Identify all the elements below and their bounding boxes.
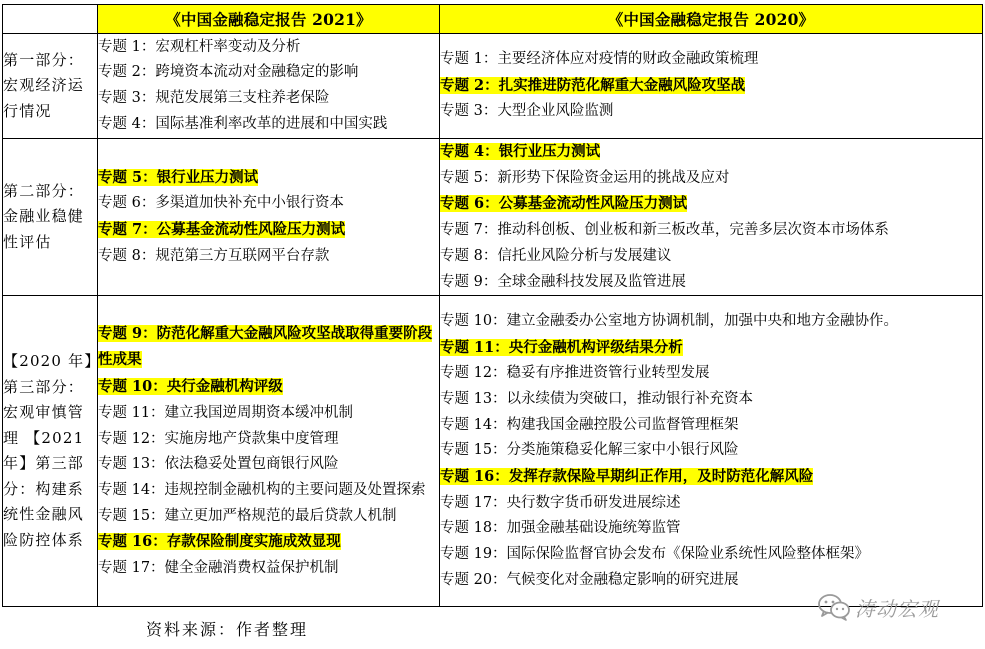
topic-item xyxy=(440,73,982,100)
topic-item xyxy=(98,529,439,556)
topic-item xyxy=(98,556,439,582)
header-2020: 《中国金融稳定报告 2020》 xyxy=(440,5,983,34)
topic-item xyxy=(440,542,982,568)
topic-text: 专题 13：以永续债为突破口，推动银行补充资本 xyxy=(440,390,754,407)
topic-text: 专题 12：稳妥有序推进资管行业转型发展 xyxy=(440,365,710,382)
topic-item xyxy=(98,165,439,192)
topic-item xyxy=(440,47,982,73)
row-part-2 xyxy=(3,139,983,296)
topic-text: 专题 14：违规控制金融机构的主要问题及处置探索 xyxy=(98,481,426,498)
topic-item xyxy=(440,361,982,387)
topic-text: 专题 18：加强金融基础设施统筹监管 xyxy=(440,520,681,537)
topic-item xyxy=(98,504,439,530)
section-label: 第一部分：宏观经济运行情况 xyxy=(3,34,98,139)
topic-item xyxy=(440,335,982,362)
topic-text: 专题 19：国际保险监督官协会发布《保险业系统性风险整体框架》 xyxy=(440,546,870,563)
source-note: 资料来源：作者整理 xyxy=(146,620,309,639)
topic-text: 专题 12：实施房地产贷款集中度管理 xyxy=(98,430,339,447)
topic-text: 专题 8：规范第三方互联网平台存款 xyxy=(98,247,330,264)
topic-text-highlighted: 专题 16：存款保险制度实施成效显现 xyxy=(98,533,341,551)
wechat-icon xyxy=(817,592,851,622)
row-part-3 xyxy=(3,296,983,607)
topic-item xyxy=(440,191,982,218)
topic-text-highlighted: 专题 6：公募基金流动性风险压力测试 xyxy=(440,195,688,213)
header-blank-cell xyxy=(3,5,98,34)
topic-text: 专题 1：主要经济体应对疫情的财政金融政策梳理 xyxy=(440,50,759,67)
section-label: 第二部分：金融业稳健性评估 xyxy=(3,139,98,296)
topic-text: 专题 11：建立我国逆周期资本缓冲机制 xyxy=(98,404,354,421)
row-part-1 xyxy=(3,34,983,139)
topic-item xyxy=(98,321,439,374)
topic-item xyxy=(440,309,982,335)
topic-item xyxy=(440,491,982,517)
topic-item xyxy=(98,244,439,270)
topic-text: 专题 2：跨境资本流动对金融稳定的影响 xyxy=(98,64,359,81)
topic-text: 专题 13：依法稳妥处置包商银行风险 xyxy=(98,456,339,473)
topic-item xyxy=(98,112,439,138)
topic-item xyxy=(440,413,982,439)
topic-text: 专题 15：分类施策稳妥化解三家中小银行风险 xyxy=(440,442,739,459)
watermark-text: 涛动宏观 xyxy=(855,596,939,621)
topics-2021-cell xyxy=(98,139,440,296)
topic-text: 专题 14：构建我国金融控股公司监督管理框架 xyxy=(440,416,739,433)
topic-text-highlighted: 专题 7：公募基金流动性风险压力测试 xyxy=(98,221,346,239)
topic-item xyxy=(98,191,439,217)
header-row xyxy=(3,5,983,34)
topic-item xyxy=(440,387,982,413)
topic-item xyxy=(440,244,982,270)
topic-item xyxy=(98,401,439,427)
topic-item xyxy=(98,374,439,401)
topic-item xyxy=(98,452,439,478)
topic-text: 专题 20：气候变化对金融稳定影响的研究进展 xyxy=(440,571,739,588)
topic-item xyxy=(98,60,439,86)
topic-text-highlighted: 专题 10：央行金融机构评级 xyxy=(98,378,283,396)
topic-text-highlighted: 专题 5：银行业压力测试 xyxy=(98,168,259,186)
comparison-table xyxy=(2,4,983,607)
topic-text: 专题 3：规范发展第三支柱养老保险 xyxy=(98,90,330,106)
topic-item xyxy=(440,464,982,491)
topic-item xyxy=(98,86,439,112)
topic-text: 专题 5：新形势下保险资金运用的挑战及应对 xyxy=(440,169,730,186)
topic-text: 专题 7：推动科创板、创业板和新三板改革，完善多层次资本市场体系 xyxy=(440,222,889,239)
topic-text: 专题 9：全球金融科技发展及监管进展 xyxy=(440,273,686,290)
topic-text-highlighted: 专题 4：银行业压力测试 xyxy=(440,143,601,160)
topics-2021-cell xyxy=(98,34,440,139)
topic-item xyxy=(440,438,982,464)
watermark xyxy=(817,592,939,622)
topic-text-highlighted: 专题 9：防范化解重大金融风险攻坚战取得重要阶段性成果 xyxy=(98,324,433,369)
topic-item xyxy=(440,99,982,125)
topics-2020-cell xyxy=(440,34,983,139)
topic-text-highlighted: 专题 11：央行金融机构评级结果分析 xyxy=(440,338,683,356)
topic-text: 专题 10：建立金融委办公室地方协调机制，加强中央和地方金融协作。 xyxy=(440,312,899,329)
section-label: 【2020 年】第三部分：宏观审慎管理 【2021 年】第三部分：构建系统性金融风险防控体系 xyxy=(3,296,98,607)
header-2021: 《中国金融稳定报告 2021》 xyxy=(98,5,440,34)
topic-item xyxy=(98,217,439,244)
topic-text: 专题 17：健全金融消费权益保护机制 xyxy=(98,560,339,577)
topic-text: 专题 8：信托业风险分析与发展建议 xyxy=(440,247,672,264)
topic-item xyxy=(440,166,982,192)
topic-text: 专题 15：建立更加严格规范的最后贷款人机制 xyxy=(98,507,397,524)
topic-item xyxy=(440,516,982,542)
topic-text-highlighted: 专题 2：扎实推进防范化解重大金融风险攻坚战 xyxy=(440,76,746,94)
topic-item xyxy=(440,270,982,296)
topic-item xyxy=(440,139,982,166)
topic-text: 专题 3：大型企业风险监测 xyxy=(440,103,614,120)
topic-item xyxy=(98,427,439,453)
topic-item xyxy=(98,35,439,61)
topic-item xyxy=(98,478,439,504)
topic-text: 专题 17：央行数字货币研发进展综述 xyxy=(440,494,681,511)
topic-item xyxy=(440,218,982,244)
topic-text-highlighted: 专题 16：发挥存款保险早期纠正作用，及时防范化解风险 xyxy=(440,468,814,486)
topic-text: 专题 1：宏观杠杆率变动及分析 xyxy=(98,38,301,55)
topic-item xyxy=(440,568,982,594)
topic-text: 专题 6：多渠道加快补充中小银行资本 xyxy=(98,195,344,212)
topics-2020-cell xyxy=(440,296,983,607)
topics-2021-cell xyxy=(98,296,440,607)
topic-text: 专题 4：国际基准利率改革的进展和中国实践 xyxy=(98,115,388,132)
topics-2020-cell xyxy=(440,139,983,296)
